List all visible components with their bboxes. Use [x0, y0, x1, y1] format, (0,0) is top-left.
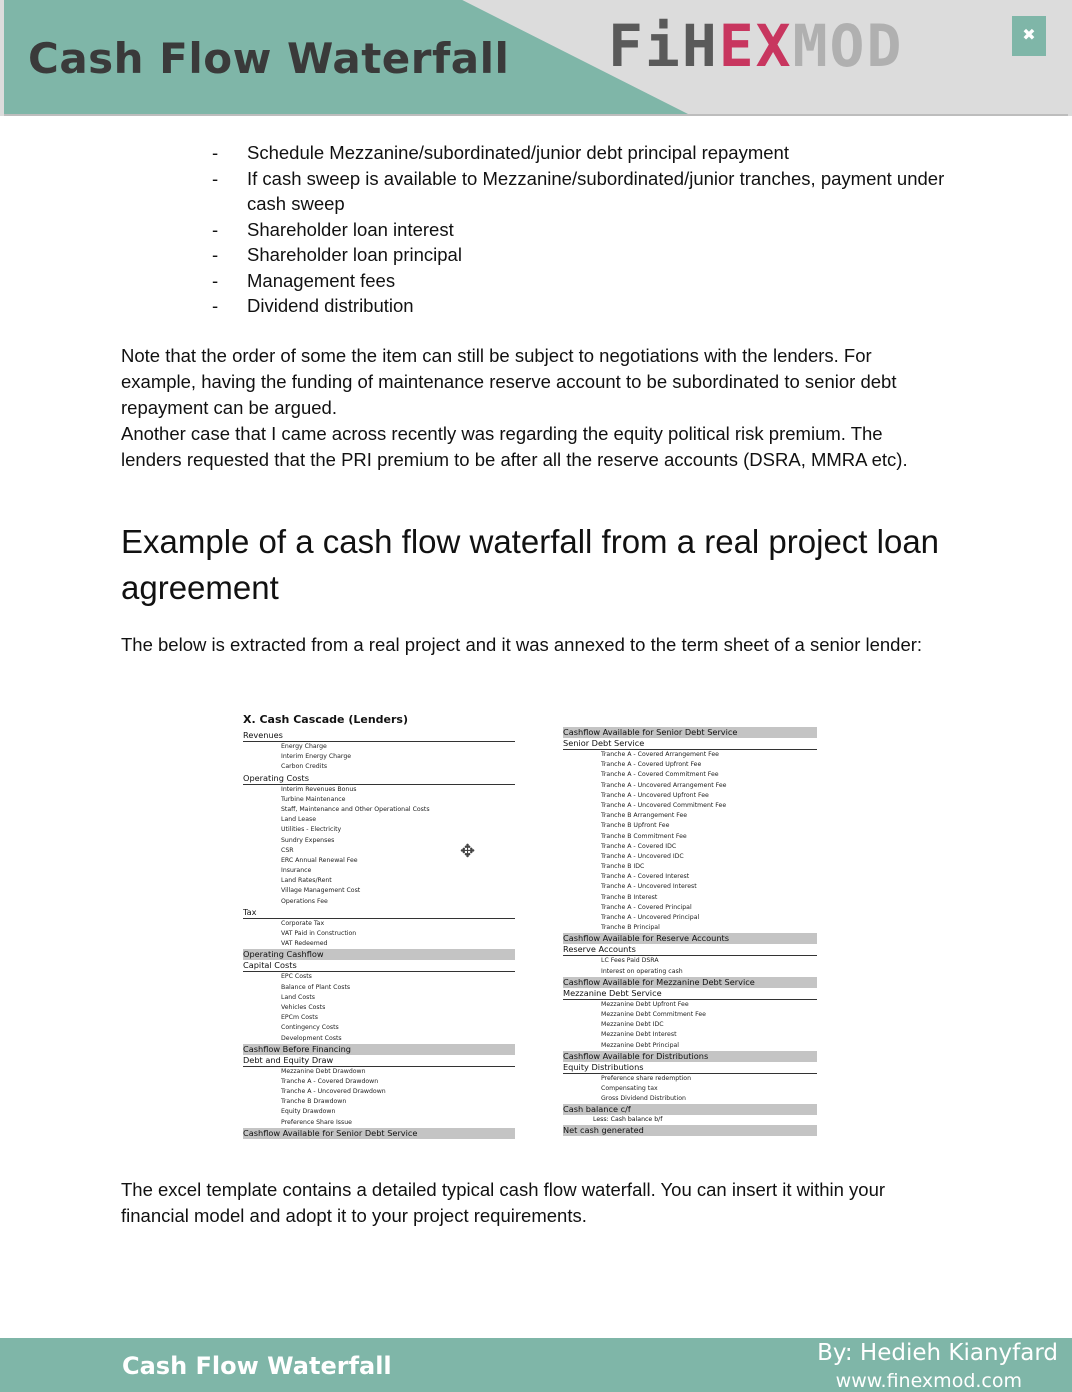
- cascade-row: Equity Distributions: [563, 1062, 817, 1074]
- header-divider: [4, 114, 1068, 116]
- cascade-row: Cashflow Before Financing: [243, 1044, 515, 1055]
- cascade-row: Land Rates/Rent: [281, 877, 332, 885]
- cascade-row: Tranche B Commitment Fee: [601, 832, 687, 840]
- cascade-row: Tax: [243, 907, 515, 919]
- cascade-row: Village Management Cost: [281, 887, 361, 895]
- cascade-row: Tranche A - Covered Arrangement Fee: [601, 751, 719, 758]
- cascade-row: Compensating tax: [601, 1084, 658, 1092]
- cascade-row: Mezzanine Debt Drawdown: [281, 1067, 366, 1075]
- cascade-row: Tranche A - Uncovered Interest: [601, 883, 697, 891]
- cascade-row: Tranche B IDC: [601, 863, 645, 871]
- move-cursor-icon: ✥: [460, 841, 476, 861]
- cascade-row: Balance of Plant Costs: [281, 983, 351, 991]
- cascade-row: Tranche B Arrangement Fee: [601, 812, 688, 820]
- cascade-row: Tranche A - Covered Upfront Fee: [601, 761, 702, 769]
- cascade-row: Tranche B Drawdown: [281, 1098, 347, 1106]
- list-item: - If cash sweep is available to Mezzanine/subordinated/junior tranches, payment under cash sweep: [212, 167, 945, 214]
- cascade-row: Carbon Credits: [281, 763, 328, 771]
- cascade-row: Land Lease: [281, 816, 317, 824]
- page-header: [0, 0, 1072, 116]
- cascade-row: Revenues: [243, 730, 515, 742]
- cascade-row: Tranche B Upfront Fee: [601, 822, 670, 830]
- cascade-row: Tranche A - Uncovered Drawdown: [281, 1088, 386, 1096]
- cascade-row: Tranche A - Uncovered Commitment Fee: [601, 801, 727, 809]
- cascade-row: Land Costs: [281, 993, 316, 1001]
- cascade-row: Tranche A - Uncovered Principal: [601, 914, 700, 921]
- cascade-row: Less: Cash balance b/f: [593, 1116, 663, 1124]
- cascade-row: Gross Dividend Distribution: [601, 1095, 686, 1103]
- cascade-row: Turbine Maintenance: [281, 795, 346, 803]
- cascade-row: LC Fees Paid DSRA: [601, 957, 659, 965]
- cascade-row: Mezzanine Debt Interest: [601, 1031, 677, 1039]
- cascade-row: Tranche A - Covered Interest: [601, 873, 690, 881]
- cascade-row: Mezzanine Debt Commitment Fee: [601, 1010, 706, 1018]
- finexmod-logo: FiHEXMOD: [608, 12, 904, 80]
- cascade-row: Utilities - Electricity: [281, 826, 342, 834]
- footer-url[interactable]: www.finexmod.com: [835, 1370, 1022, 1392]
- expand-icon[interactable]: ✖: [1012, 16, 1046, 56]
- section-heading: Example of a cash flow waterfall from a real project loan agreement: [121, 523, 940, 606]
- cascade-row: Net cash generated: [563, 1125, 817, 1136]
- cascade-row: Cashflow Available for Reserve Accounts: [563, 933, 817, 944]
- footer-author: By: Hedieh Kianyfard: [817, 1340, 1058, 1366]
- list-item: - Schedule Mezzanine/subordinated/junior debt principal repayment: [212, 142, 789, 163]
- cascade-row: Tranche A - Covered Principal: [601, 903, 692, 911]
- cascade-row: Mezzanine Debt Upfront Fee: [601, 1000, 689, 1008]
- cascade-row: Tranche B Principal: [601, 924, 660, 932]
- cascade-row: Contingency Costs: [281, 1024, 339, 1032]
- cascade-row: Operating Cashflow: [243, 949, 515, 960]
- cascade-row: Operations Fee: [281, 897, 328, 905]
- cascade-row: Vehicles Costs: [281, 1003, 326, 1011]
- cascade-row: Preference share redemption: [601, 1074, 692, 1082]
- cascade-row: Sundry Expenses: [281, 836, 335, 844]
- cascade-row: Interest on operating cash: [601, 967, 683, 975]
- cascade-row: ERC Annual Renewal Fee: [281, 856, 358, 864]
- cascade-row: Interim Revenues Bonus: [281, 785, 357, 793]
- cascade-row: Tranche B Interest: [601, 893, 658, 901]
- cascade-row: CSR: [281, 846, 294, 854]
- cash-cascade-right-column: [563, 727, 817, 1136]
- list-item: - Management fees: [212, 269, 396, 291]
- cascade-row: Mezzanine Debt Principal: [601, 1041, 680, 1049]
- cascade-row: Tranche A - Covered Drawdown: [281, 1077, 379, 1085]
- cascade-row: Development Costs: [281, 1034, 342, 1042]
- cascade-row: Cashflow Available for Senior Debt Service: [243, 1128, 515, 1139]
- cascade-row: Corporate Tax: [281, 919, 325, 927]
- cash-cascade-title: X. Cash Cascade (Lenders): [243, 713, 409, 726]
- cascade-row: Interim Energy Charge: [281, 753, 352, 761]
- cascade-row: Senior Debt Service: [563, 738, 817, 750]
- footer-title: Cash Flow Waterfall: [122, 1352, 392, 1380]
- cascade-row: Equity Drawdown: [281, 1108, 336, 1116]
- cascade-row: Capital Costs: [243, 960, 515, 972]
- cascade-row: Mezzanine Debt IDC: [601, 1021, 664, 1029]
- cascade-row: Cashflow Available for Mezzanine Debt Service: [563, 977, 817, 988]
- note-paragraph: Note that the order of some the item can still be subject to negotiations with the lenders. For example, having the funding of maintenance reserve account to be subordinated to senior debt repayment can be argued.: [121, 345, 897, 418]
- list-item: - Shareholder loan interest: [212, 218, 454, 240]
- cascade-row: Cash balance c/f: [563, 1104, 817, 1115]
- cascade-row: Insurance: [281, 867, 312, 875]
- cash-cascade-left-column: [243, 713, 515, 1139]
- cascade-row: EPC Costs: [281, 973, 312, 981]
- cascade-row: Cashflow Available for Distributions: [563, 1051, 817, 1062]
- cascade-row: Tranche A - Covered IDC: [601, 842, 677, 850]
- cascade-row: EPCm Costs: [281, 1014, 318, 1022]
- cascade-row: Operating Costs: [243, 773, 515, 785]
- cascade-row: VAT Redeemed: [281, 940, 328, 948]
- another-case-paragraph: Another case that I came across recently was regarding the equity political risk premium. The lenders requested that the PRI premium to be after all the reserve accounts (DSRA, MMRA etc).: [121, 423, 908, 470]
- cascade-row: VAT Paid in Construction: [281, 930, 357, 937]
- cascade-row: Staff, Maintenance and Other Operational Costs: [281, 805, 430, 813]
- cascade-row: Tranche A - Covered Commitment Fee: [601, 771, 719, 779]
- cascade-row: Debt and Equity Draw: [243, 1055, 515, 1067]
- cascade-row: Preference Share Issue: [281, 1118, 352, 1126]
- list-item: - Shareholder loan principal: [212, 244, 462, 265]
- cascade-row: Reserve Accounts: [563, 944, 817, 956]
- list-item: - Dividend distribution: [212, 295, 414, 316]
- header-title: Cash Flow Waterfall: [28, 34, 510, 83]
- cascade-row: Tranche A - Uncovered Arrangement Fee: [601, 781, 727, 789]
- cascade-row: Cashflow Available for Senior Debt Service: [563, 727, 817, 738]
- intro-paragraph: The below is extracted from a real project and it was annexed to the term sheet of a senior lender:: [121, 634, 923, 655]
- waterfall-items-list: [212, 140, 952, 319]
- cascade-row: Mezzanine Debt Service: [563, 988, 817, 1000]
- closing-paragraph: The excel template contains a detailed typical cash flow waterfall. You can insert it within your financial model and adopt it to your project requirements.: [121, 1179, 886, 1226]
- page-footer: [0, 1338, 1072, 1392]
- cascade-row: Energy Charge: [281, 743, 327, 750]
- cascade-row: Tranche A - Uncovered IDC: [601, 852, 684, 860]
- cascade-row: Tranche A - Uncovered Upfront Fee: [601, 791, 709, 799]
